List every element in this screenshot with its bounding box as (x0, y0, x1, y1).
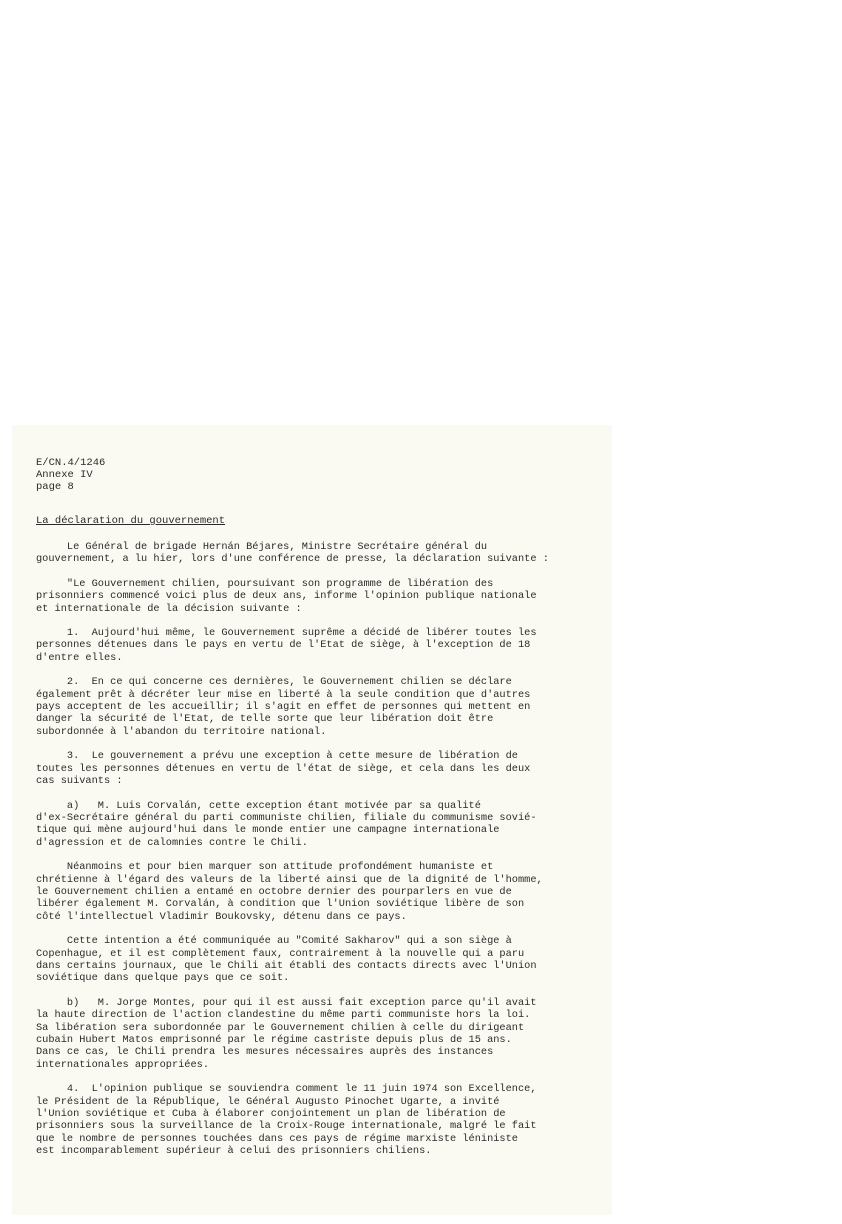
paragraph-point-2: 2. En ce qui concerne ces dernières, le Gouvernement chilien se déclare également prêt à décréter leur mise en liberté à la seule condition que d'autres pays acceptent de les accueillir; il s'agit en effet de personnes qui mettent en danger la sécurité de l'Etat, de telle sorte que leur libération doit être subordonnée à l'abandon du territoire national. (36, 676, 531, 738)
paragraph-point-1: 1. Aujourd'hui même, le Gouvernement suprême a décidé de libérer toutes les personnes détenues dans le pays en vertu de l'Etat de siège, à l'exception de 18 d'entre elles. (36, 627, 537, 664)
paragraph-quote-opening: "Le Gouvernement chilien, poursuivant son programme de libération des prisonniers commencé voici plus de deux ans, informe l'opinion publique nationale et internationale de la décision suivante : (36, 577, 537, 615)
paragraph-corvalan-negotiation: Néanmoins et pour bien marquer son attitude profondément humaniste et chrétienne à l'égard des valeurs de la liberté ainsi que de la dignité de l'homme, le Gouvernement chilien a entamé en octobre dernier des pourparlers en vue de libérer également M. Corvalán, à condition que l'Union soviétique libère de son côté l'intellectuel Vladimir Boukovsky, détenu dans ce pays. (36, 861, 543, 923)
paragraph-point-3a: a) M. Luis Corvalán, cette exception étant motivée par sa qualité d'ex-Secrétaire général du parti communiste chilien, filiale du communisme sovié- tique qui mène aujourd'hui dans le monde entier une campagne internationale d'agression et de calomnies contre le Chili. (36, 799, 537, 849)
paragraph-point-3b: b) M. Jorge Montes, pour qui il est aussi fait exception parce qu'il avait la haute direction de l'action clandestine du même parti communiste hors la loi. Sa libération sera subordonnée par le Gouvernement chilien à celle du dirigeant cubain Hubert Matos emprisonné par le régime castriste depuis plus de 15 ans. Dans ce cas, le Chili prendra les mesures nécessaires auprès des instances internationales appropriées. (36, 996, 537, 1071)
paragraph-point-3: 3. Le gouvernement a prévu une exception à cette mesure de libération de toutes les personnes détenues en vertu de l'état de siège, et cela dans les deux cas suivants : (36, 750, 531, 788)
document-reference: E/CN.4/1246 (36, 457, 106, 469)
section-title: La déclaration du gouvernement (36, 515, 226, 527)
annex-label: Annexe IV (36, 469, 93, 481)
paragraph-point-4: 4. L'opinion publique se souviendra comment le 11 juin 1974 son Excellence, le Président de la République, le Général Augusto Pinochet Ugarte, a invité l'Union soviétique et Cuba à élaborer conjointement un plan de libération de prisonniers sous la surveillance de la Croix-Rouge internationale, malgré le fait que le nombre de personnes touchées dans ces pays de régime marxiste léniniste est incomparablement supérieur à celui des prisonniers chiliens. (36, 1083, 537, 1158)
page-number: page 8 (36, 481, 74, 493)
paragraph-sakharov-committee: Cette intention a été communiquée au "Comité Sakharov" qui a son siège à Copenhague, et il est complètement faux, contrairement à la nouvelle qui a paru dans certains journaux, que le Chili ait établi des contacts directs avec l'Union soviétique dans quelque pays que ce soit. (36, 935, 537, 985)
document-page (12, 425, 612, 1215)
paragraph-intro: Le Général de brigade Hernán Béjares, Ministre Secrétaire général du gouvernement, a lu hier, lors d'une conférence de presse, la déclaration suivante : (36, 541, 549, 566)
